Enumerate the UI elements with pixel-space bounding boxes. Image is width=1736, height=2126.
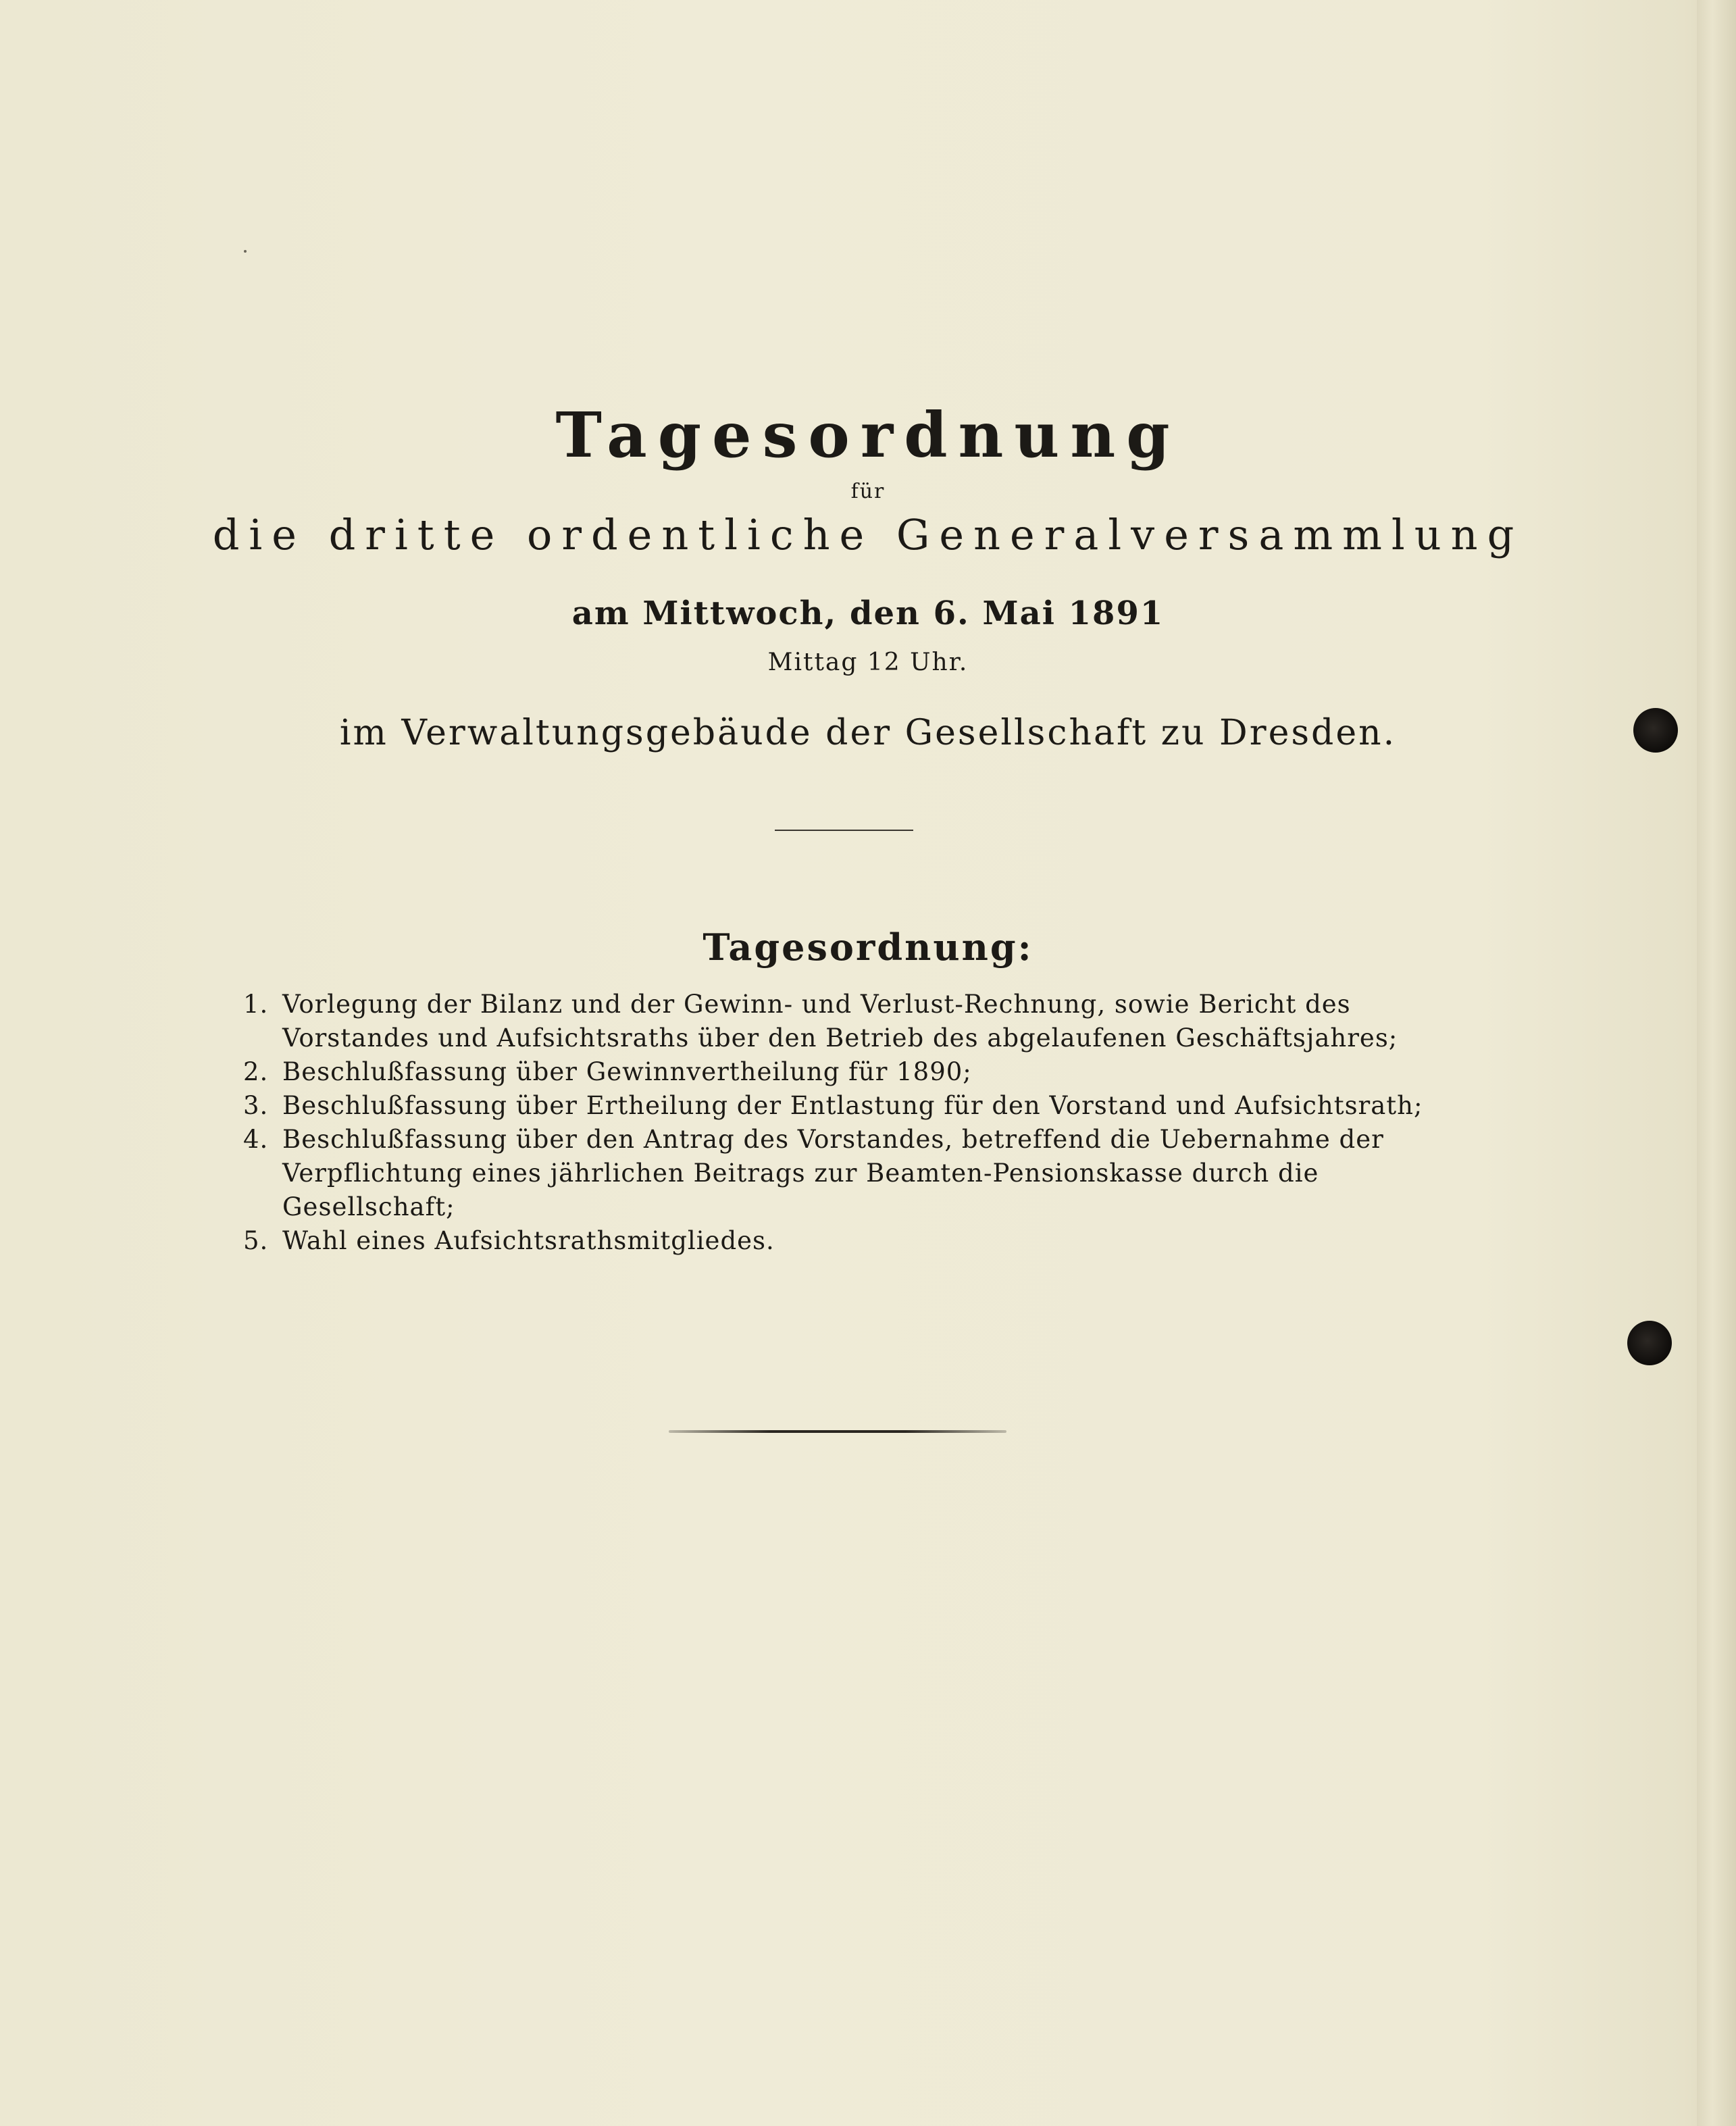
agenda-item-number: 4. (243, 1125, 269, 1154)
agenda-item-text: Wahl eines Aufsichtsrathsmitgliedes. (282, 1226, 775, 1255)
agenda-heading: Tagesordnung: (703, 926, 1033, 969)
meeting-date: am Mittwoch, den 6. Mai 1891 (571, 594, 1165, 632)
punch-hole (1633, 708, 1678, 753)
agenda-item (243, 1055, 1446, 1089)
agenda-item-number: 3. (243, 1091, 269, 1120)
title-connector: für (850, 480, 886, 503)
punch-hole (1627, 1321, 1672, 1365)
meeting-place: im Verwaltungsgebäude der Gesellschaft zu Dresden. (339, 713, 1397, 753)
agenda-item (243, 1224, 1446, 1258)
agenda-item-number: 2. (243, 1057, 269, 1086)
paper-speck (244, 250, 247, 253)
agenda-item-text: Beschlußfassung über Gewinnvertheilung für 1890; (282, 1057, 972, 1086)
agenda-list (243, 988, 1446, 1258)
document-title: Tagesordnung (555, 399, 1181, 472)
agenda-item (243, 988, 1446, 1055)
agenda-item-text: Beschlußfassung über den Antrag des Vorstandes, betreffend die Uebernahme der Verpflichtung eines jährlichen Beitrags zur Beamten-Pensionskasse durch die Gesellschaft; (282, 1125, 1384, 1221)
agenda-item (243, 1089, 1446, 1123)
agenda-item-number: 5. (243, 1226, 269, 1255)
page-edge (1697, 0, 1736, 2126)
agenda-item-text: Vorlegung der Bilanz und der Gewinn- und Verlust-Rechnung, sowie Bericht des Vorstandes und Aufsichtsraths über den Betrieb des abgelaufenen Geschäftsjahres; (282, 990, 1398, 1053)
agenda-item-text: Beschlußfassung über Ertheilung der Entlastung für den Vorstand und Aufsichtsrath; (282, 1091, 1423, 1120)
agenda-item-number: 1. (243, 990, 269, 1019)
meeting-time: Mittag 12 Uhr. (767, 649, 969, 676)
agenda-item (243, 1123, 1446, 1224)
divider-long (669, 1430, 1006, 1433)
document-subtitle: die dritte ordentliche Generalversammlung (212, 510, 1524, 559)
divider-short (775, 830, 913, 831)
